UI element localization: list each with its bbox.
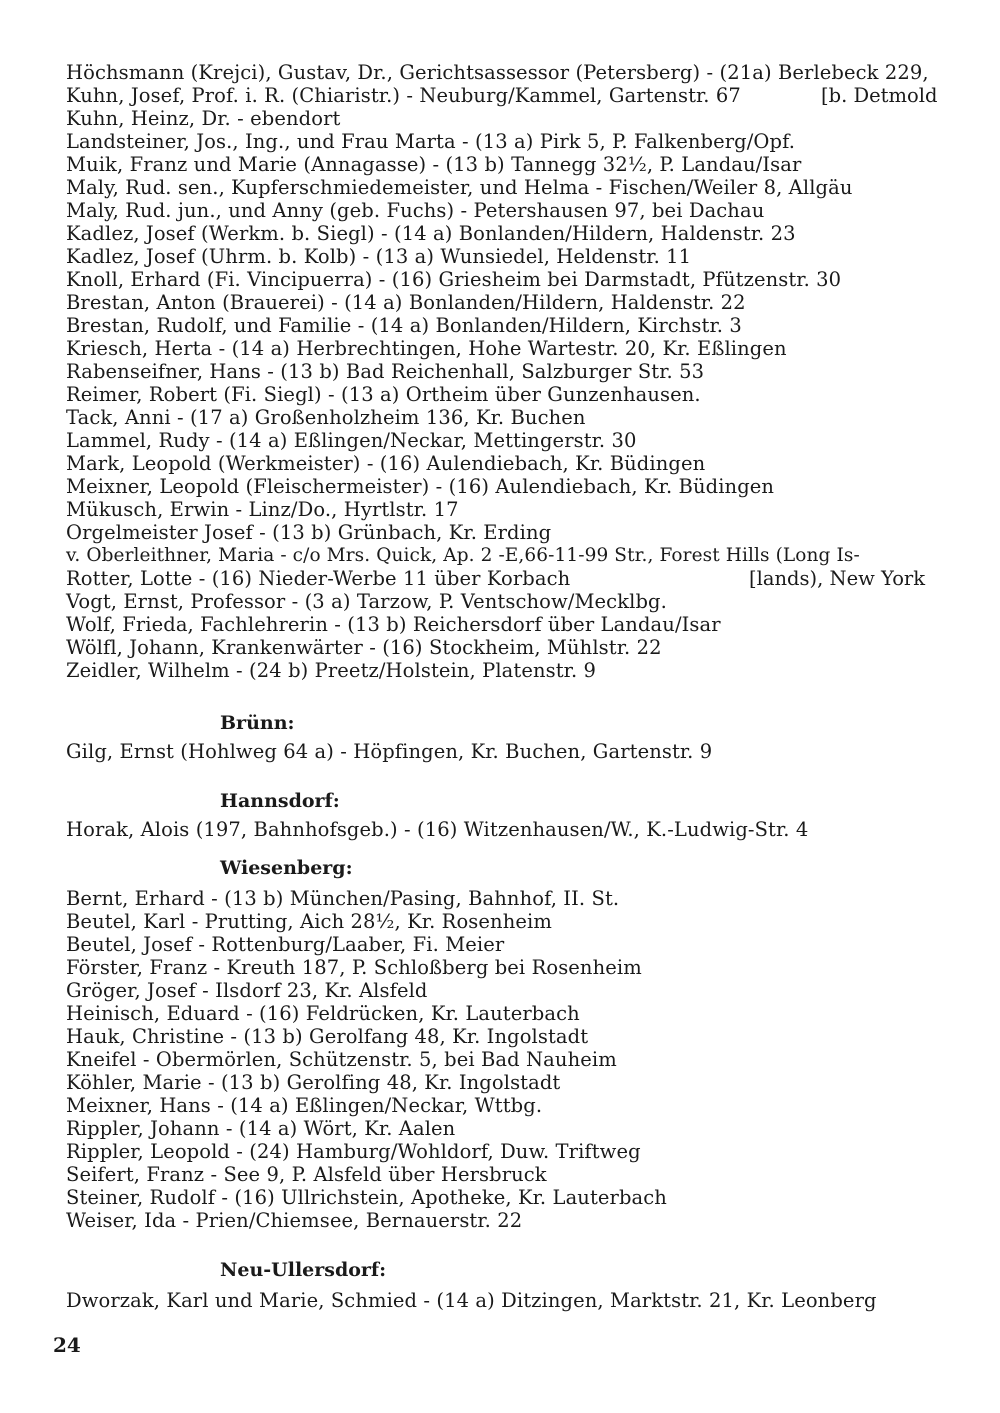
list-item: Brestan, Anton (Brauerei) - (14 a) Bonlanden/Hildern, Haldenstr. 22 (66, 291, 746, 314)
list-item: Knoll, Erhard (Fi. Vincipuerra) - (16) Griesheim bei Darmstadt, Pfützenstr. 30 (66, 268, 842, 291)
section-heading-neu-ullersdorf: Neu-Ullersdorf: (220, 1259, 387, 1281)
continuation-text: [lands), New York (749, 567, 926, 590)
section-heading-wiesenberg: Wiesenberg: (220, 857, 353, 879)
list-item: Rippler, Johann - (14 a) Wört, Kr. Aalen (66, 1117, 456, 1140)
list-item: Tack, Anni - (17 a) Großenholzheim 136, Kr. Buchen (66, 406, 586, 429)
list-item: Maly, Rud. sen., Kupferschmiedemeister, und Helma - Fischen/Weiler 8, Allgäu (66, 176, 853, 199)
list-item: Vogt, Ernst, Professor - (3 a) Tarzow, P. Ventschow/Mecklbg. (66, 590, 667, 613)
section-heading-hannsdorf: Hannsdorf: (220, 790, 340, 812)
list-item: Wölfl, Johann, Krankenwärter - (16) Stockheim, Mühlstr. 22 (66, 636, 662, 659)
list-item: Kriesch, Herta - (14 a) Herbrechtingen, Hohe Wartestr. 20, Kr. Eßlingen (66, 337, 787, 360)
list-item: Orgelmeister Josef - (13 b) Grünbach, Kr. Erding (66, 521, 552, 544)
list-item: Brestan, Rudolf, und Familie - (14 a) Bonlanden/Hildern, Kirchstr. 3 (66, 314, 742, 337)
list-item: Muik, Franz und Marie (Annagasse) - (13 b) Tannegg 32½, P. Landau/Isar (66, 153, 802, 176)
list-item: Mükusch, Erwin - Linz/Do., Hyrtlstr. 17 (66, 498, 459, 521)
list-item: Zeidler, Wilhelm - (24 b) Preetz/Holstein, Platenstr. 9 (66, 659, 597, 682)
continuation-text: [b. Detmold (821, 84, 938, 107)
page-number: 24 (53, 1333, 81, 1357)
list-item: Seifert, Franz - See 9, P. Alsfeld über Hersbruck (66, 1163, 547, 1186)
list-item: Gröger, Josef - Ilsdorf 23, Kr. Alsfeld (66, 979, 428, 1002)
list-item: Dworzak, Karl und Marie, Schmied - (14 a) Ditzingen, Marktstr. 21, Kr. Leonberg (66, 1289, 877, 1312)
list-item: Kadlez, Josef (Uhrm. b. Kolb) - (13 a) Wunsiedel, Heldenstr. 11 (66, 245, 692, 268)
list-item: Landsteiner, Jos., Ing., und Frau Marta - (13 a) Pirk 5, P. Falkenberg/Opf. (66, 130, 795, 153)
list-item: Beutel, Karl - Prutting, Aich 28½, Kr. Rosenheim (66, 910, 552, 933)
list-item: Gilg, Ernst (Hohlweg 64 a) - Höpfingen, Kr. Buchen, Gartenstr. 9 (66, 740, 713, 763)
list-item: Rippler, Leopold - (24) Hamburg/Wohldorf, Duw. Triftweg (66, 1140, 641, 1163)
section-heading-bruenn: Brünn: (220, 712, 295, 734)
list-item: Lammel, Rudy - (14 a) Eßlingen/Neckar, Mettingerstr. 30 (66, 429, 637, 452)
list-item: Wolf, Frieda, Fachlehrerin - (13 b) Reichersdorf über Landau/Isar (66, 613, 721, 636)
list-item: Höchsmann (Krejci), Gustav, Dr., Gerichtsassessor (Petersberg) - (21a) Berlebeck 229, (66, 61, 929, 84)
list-item: Heinisch, Eduard - (16) Feldrücken, Kr. Lauterbach (66, 1002, 580, 1025)
list-item: Förster, Franz - Kreuth 187, P. Schloßberg bei Rosenheim (66, 956, 642, 979)
list-item: Rotter, Lotte - (16) Nieder-Werbe 11 über Korbach (66, 567, 571, 590)
list-item: Meixner, Leopold (Fleischermeister) - (16) Aulendiebach, Kr. Büdingen (66, 475, 775, 498)
list-item: Beutel, Josef - Rottenburg/Laaber, Fi. Meier (66, 933, 505, 956)
list-item: Kadlez, Josef (Werkm. b. Siegl) - (14 a) Bonlanden/Hildern, Haldenstr. 23 (66, 222, 796, 245)
list-item: Meixner, Hans - (14 a) Eßlingen/Neckar, Wttbg. (66, 1094, 543, 1117)
list-item: Köhler, Marie - (13 b) Gerolfing 48, Kr. Ingolstadt (66, 1071, 561, 1094)
list-item: Weiser, Ida - Prien/Chiemsee, Bernauerstr. 22 (66, 1209, 523, 1232)
list-item: Reimer, Robert (Fi. Siegl) - (13 a) Ortheim über Gunzenhausen. (66, 383, 701, 406)
list-item: Kuhn, Josef, Prof. i. R. (Chiaristr.) - Neuburg/Kammel, Gartenstr. 67 (66, 84, 741, 107)
list-item: Maly, Rud. jun., und Anny (geb. Fuchs) - Petershausen 97, bei Dachau (66, 199, 765, 222)
list-item: Horak, Alois (197, Bahnhofsgeb.) - (16) Witzenhausen/W., K.-Ludwig-Str. 4 (66, 818, 809, 841)
list-item: Bernt, Erhard - (13 b) München/Pasing, Bahnhof, II. St. (66, 887, 620, 910)
list-item: v. Oberleithner, Maria - c/o Mrs. Quick, Ap. 2 -E,66-11-99 Str., Forest Hills (Long Is- (66, 545, 860, 566)
list-item: Kneifel - Obermörlen, Schützenstr. 5, bei Bad Nauheim (66, 1048, 617, 1071)
list-item: Rabenseifner, Hans - (13 b) Bad Reichenhall, Salzburger Str. 53 (66, 360, 705, 383)
list-item: Kuhn, Heinz, Dr. - ebendort (66, 107, 341, 130)
list-item: Hauk, Christine - (13 b) Gerolfang 48, Kr. Ingolstadt (66, 1025, 589, 1048)
list-item: Steiner, Rudolf - (16) Ullrichstein, Apotheke, Kr. Lauterbach (66, 1186, 667, 1209)
list-item: Mark, Leopold (Werkmeister) - (16) Aulendiebach, Kr. Büdingen (66, 452, 706, 475)
